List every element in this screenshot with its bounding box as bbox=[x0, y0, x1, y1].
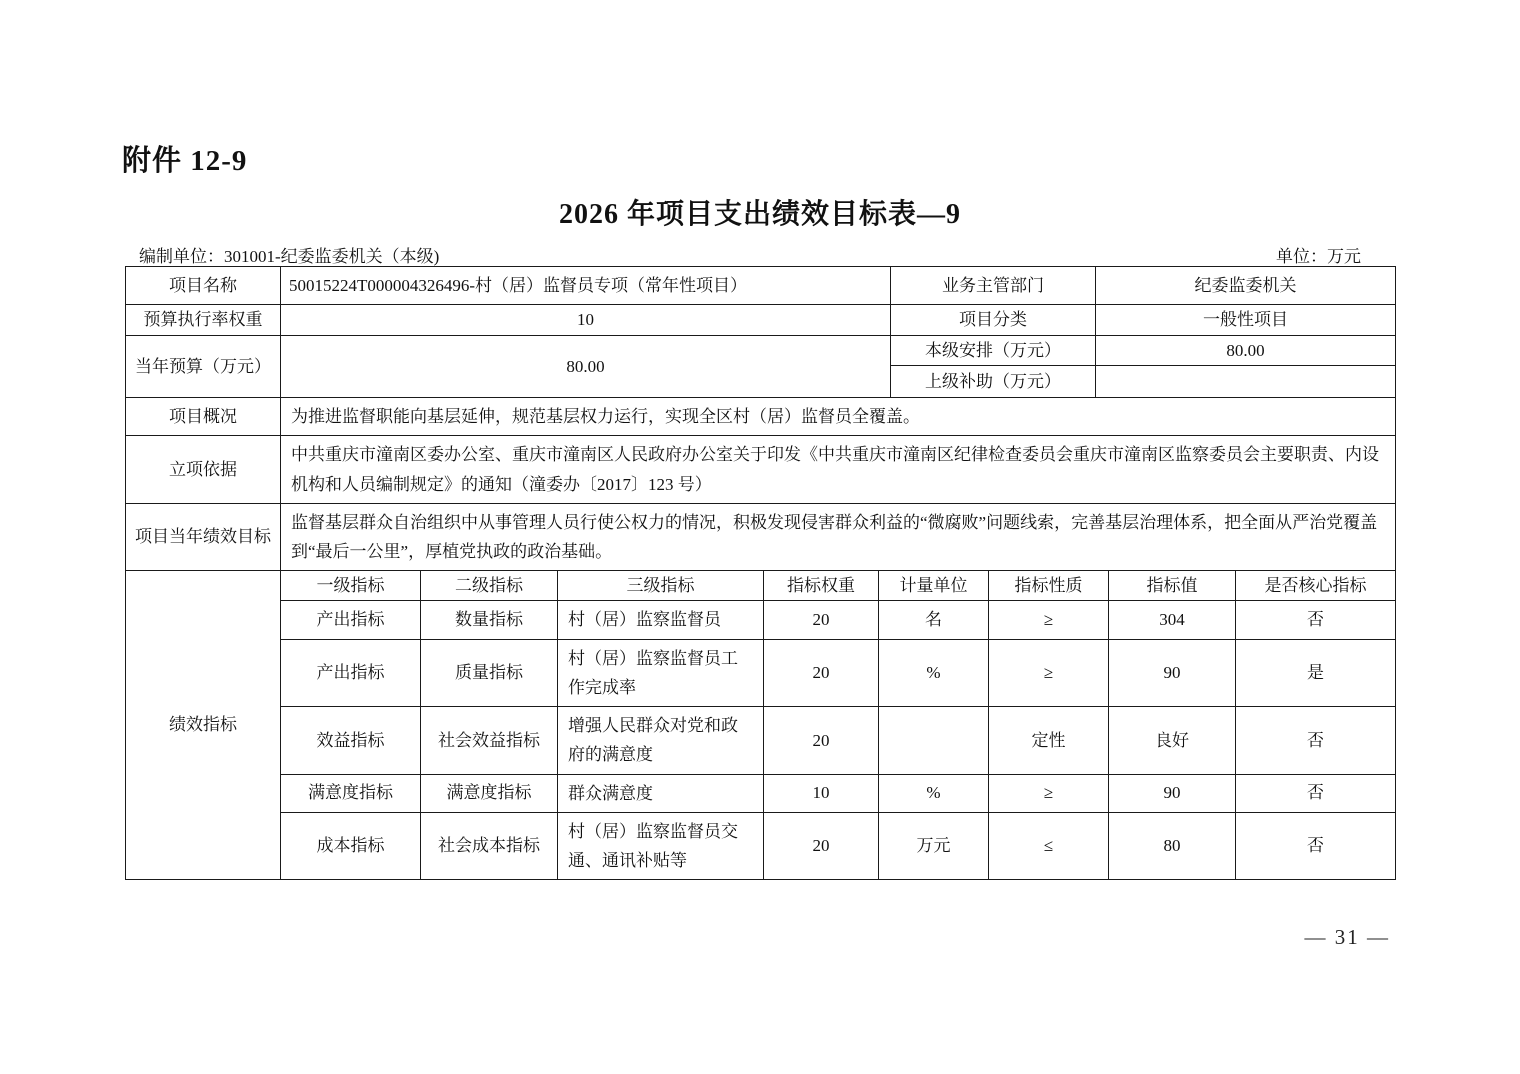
indicator-cell: 村（居）监察监督员 bbox=[558, 601, 764, 639]
indicator-cell: 定性 bbox=[989, 707, 1109, 774]
indicator-cell: 村（居）监察监督员交通、通讯补贴等 bbox=[558, 812, 764, 879]
dept-value: 纪委监委机关 bbox=[1096, 267, 1396, 305]
indicator-cell: 否 bbox=[1236, 774, 1396, 812]
unit-note: 单位：万元 bbox=[1276, 247, 1361, 266]
indicator-cell: 否 bbox=[1236, 707, 1396, 774]
indicator-cell: 群众满意度 bbox=[558, 774, 764, 812]
indicator-cell: 社会成本指标 bbox=[421, 812, 558, 879]
indicator-cell bbox=[879, 707, 989, 774]
indicator-cell: ≥ bbox=[989, 639, 1109, 706]
local-arrangement-label: 本级安排（万元） bbox=[891, 335, 1096, 366]
indicator-cell: 80 bbox=[1109, 812, 1236, 879]
indicator-cell: 名 bbox=[879, 601, 989, 639]
indicator-cell: % bbox=[879, 774, 989, 812]
superior-subsidy-label: 上级补助（万元） bbox=[891, 366, 1096, 398]
indicator-cell: 20 bbox=[764, 812, 879, 879]
indicator-cell: 效益指标 bbox=[281, 707, 421, 774]
indicator-cell: 是 bbox=[1236, 639, 1396, 706]
performance-target-table bbox=[125, 266, 1395, 880]
page-title: 2026 年项目支出绩效目标表—9 bbox=[558, 199, 961, 230]
category-label: 项目分类 bbox=[891, 305, 1096, 336]
indicator-cell: 万元 bbox=[879, 812, 989, 879]
indicator-cell: ≥ bbox=[989, 774, 1109, 812]
indicator-cell: 10 bbox=[764, 774, 879, 812]
goal-value: 监督基层群众自治组织中从事管理人员行使公权力的情况，积极发现侵害群众利益的“微腐败”问题线索，完善基层治理体系，把全面从严治党覆盖到“最后一公里”，厚植党执政的政治基础。 bbox=[281, 503, 1396, 570]
indicator-cell: 否 bbox=[1236, 601, 1396, 639]
indicator-cell: 数量指标 bbox=[421, 601, 558, 639]
indicator-row bbox=[126, 601, 1396, 639]
header-nature: 指标性质 bbox=[989, 570, 1109, 601]
dept-label: 业务主管部门 bbox=[891, 267, 1096, 305]
basis-value: 中共重庆市潼南区委办公室、重庆市潼南区人民政府办公室关于印发《中共重庆市潼南区纪律检查委员会重庆市潼南区监察委员会主要职责、内设机构和人员编制规定》的通知（潼委办〔2017〕123 号） bbox=[281, 436, 1396, 503]
indicator-cell: 产出指标 bbox=[281, 601, 421, 639]
indicator-row bbox=[126, 639, 1396, 706]
indicator-cell: 增强人民群众对党和政府的满意度 bbox=[558, 707, 764, 774]
indicator-cell: 20 bbox=[764, 639, 879, 706]
budget-weight-label: 预算执行率权重 bbox=[126, 305, 281, 336]
indicator-cell: 质量指标 bbox=[421, 639, 558, 706]
indicator-cell: 90 bbox=[1109, 639, 1236, 706]
project-name-label: 项目名称 bbox=[126, 267, 281, 305]
indicator-cell: 满意度指标 bbox=[281, 774, 421, 812]
prepared-by-note: 编制单位：301001-纪委监委机关（本级) bbox=[139, 247, 440, 266]
category-value: 一般性项目 bbox=[1096, 305, 1396, 336]
indicator-cell: 20 bbox=[764, 707, 879, 774]
indicator-cell: 90 bbox=[1109, 774, 1236, 812]
indicator-table bbox=[125, 570, 1396, 880]
overview-value: 为推进监督职能向基层延伸，规范基层权力运行，实现全区村（居）监督员全覆盖。 bbox=[281, 398, 1396, 436]
indicator-cell: ≤ bbox=[989, 812, 1109, 879]
header-level2: 二级指标 bbox=[421, 570, 558, 601]
current-budget-label: 当年预算（万元） bbox=[126, 335, 281, 398]
current-budget-value: 80.00 bbox=[281, 335, 891, 398]
attachment-number: 12-9 bbox=[190, 145, 248, 177]
indicator-row bbox=[126, 774, 1396, 812]
basis-label: 立项依据 bbox=[126, 436, 281, 503]
indicator-row bbox=[126, 707, 1396, 774]
header-weight: 指标权重 bbox=[764, 570, 879, 601]
indicator-cell: 村（居）监察监督员工作完成率 bbox=[558, 639, 764, 706]
indicator-cell: 20 bbox=[764, 601, 879, 639]
indicator-cell: 304 bbox=[1109, 601, 1236, 639]
indicator-cell: 否 bbox=[1236, 812, 1396, 879]
attachment-label bbox=[122, 138, 247, 179]
header-level3: 三级指标 bbox=[558, 570, 764, 601]
indicator-cell: 社会效益指标 bbox=[421, 707, 558, 774]
overview-label: 项目概况 bbox=[126, 398, 281, 436]
budget-weight-value: 10 bbox=[281, 305, 891, 336]
indicator-cell: % bbox=[879, 639, 989, 706]
table-meta-row bbox=[125, 242, 1395, 267]
header-core: 是否核心指标 bbox=[1236, 570, 1396, 601]
attachment-prefix: 附件 bbox=[122, 145, 183, 177]
indicator-cell: 满意度指标 bbox=[421, 774, 558, 812]
superior-subsidy-value bbox=[1096, 366, 1396, 398]
project-info-table bbox=[125, 266, 1396, 571]
indicator-row bbox=[126, 812, 1396, 879]
goal-label: 项目当年绩效目标 bbox=[126, 503, 281, 570]
page-number: — 31 — bbox=[1304, 925, 1390, 949]
header-level1: 一级指标 bbox=[281, 570, 421, 601]
local-arrangement-value: 80.00 bbox=[1096, 335, 1396, 366]
indicator-cell: 良好 bbox=[1109, 707, 1236, 774]
indicator-section-label: 绩效指标 bbox=[126, 570, 281, 879]
project-name-value: 50015224T000004326496-村（居）监督员专项（常年性项目） bbox=[281, 267, 891, 305]
indicator-cell: 成本指标 bbox=[281, 812, 421, 879]
indicator-cell: 产出指标 bbox=[281, 639, 421, 706]
indicator-cell: ≥ bbox=[989, 601, 1109, 639]
header-unit: 计量单位 bbox=[879, 570, 989, 601]
header-value: 指标值 bbox=[1109, 570, 1236, 601]
